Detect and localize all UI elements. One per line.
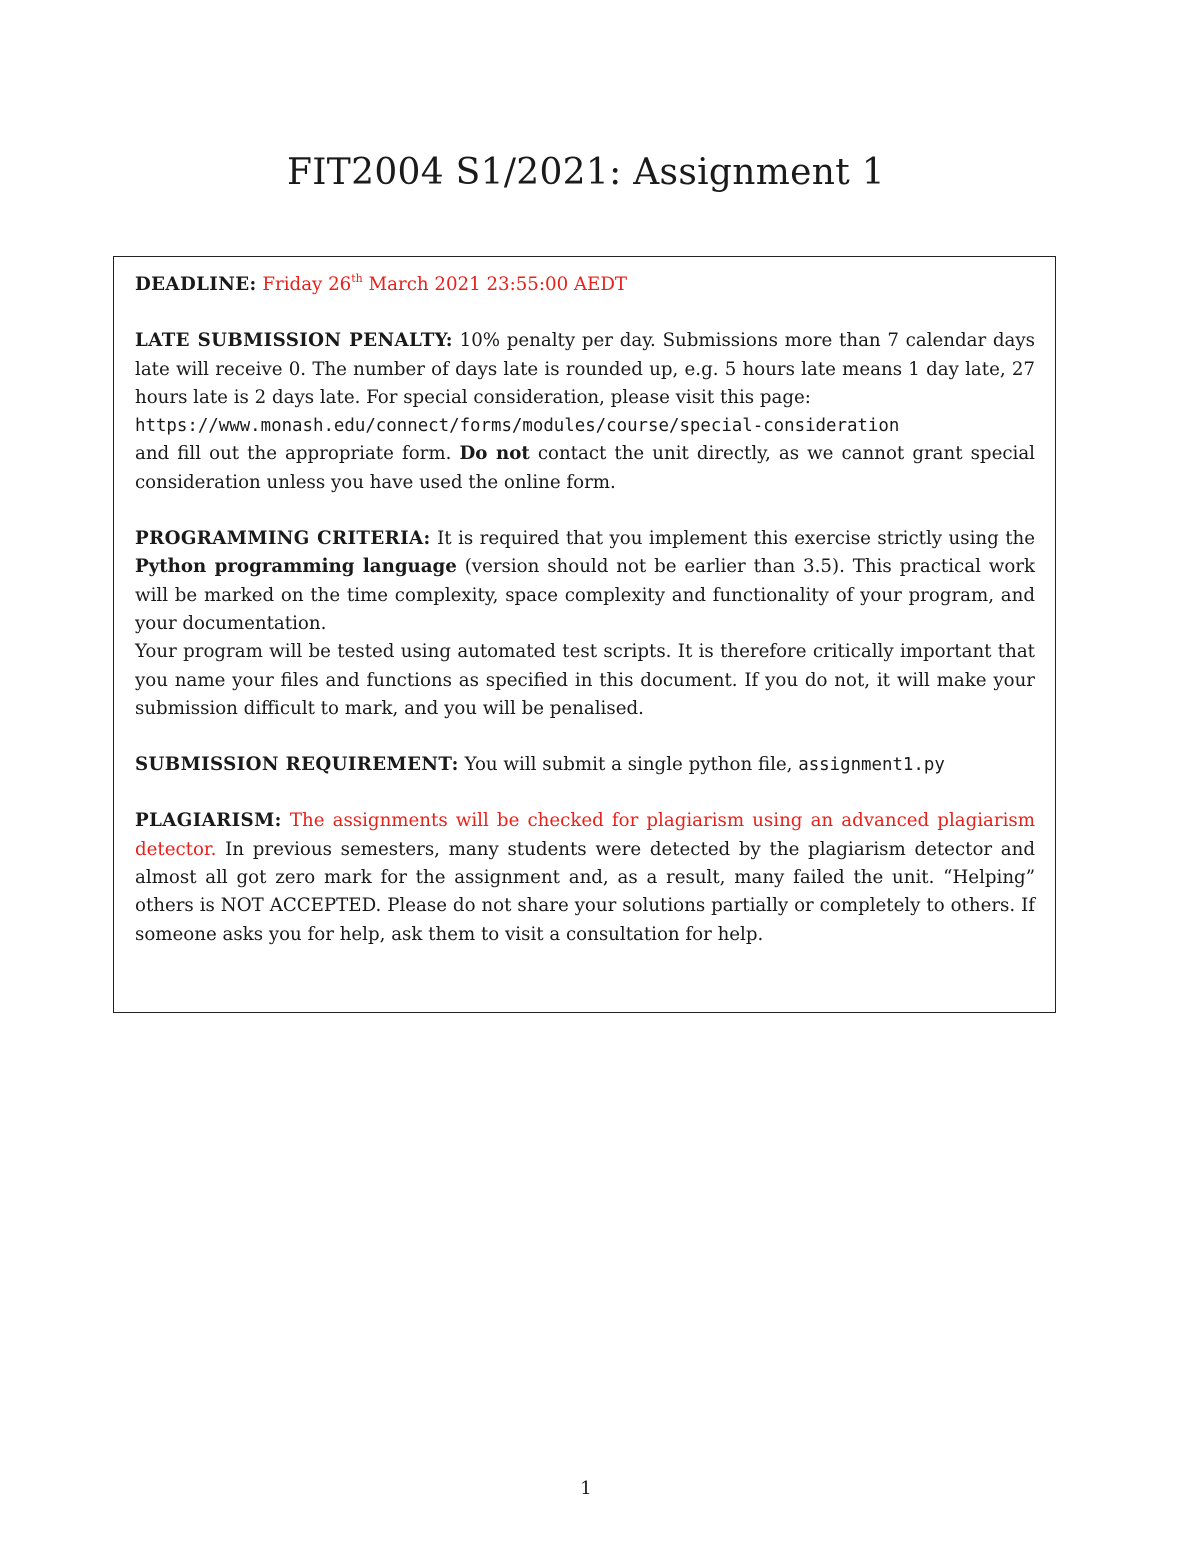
submission-filename: assignment1.py <box>798 755 945 776</box>
special-consideration-link[interactable]: https://www.monash.edu/connect/forms/modules/course/special-consideration <box>135 416 900 437</box>
submission-requirement-paragraph <box>135 751 1035 779</box>
submission-requirement-label: SUBMISSION REQUIREMENT: <box>135 754 459 776</box>
do-not-emphasis: Do not <box>459 443 530 465</box>
deadline-day-suffix: th <box>351 272 363 285</box>
programming-criteria-label: PROGRAMMING CRITERIA: <box>135 528 431 550</box>
programming-criteria-paragraph <box>135 525 1035 638</box>
programming-criteria-text: It is required that you implement this exercise strictly using the <box>430 528 1035 550</box>
deadline-value <box>262 274 627 295</box>
plagiarism-paragraph <box>135 807 1035 948</box>
submission-requirement-text: You will submit a single python file, <box>458 754 799 776</box>
late-penalty-text-3: contact the unit directly, as we cannot grant special consideration unless you have used the online form. <box>135 443 1035 493</box>
plagiarism-label: PLAGIARISM: <box>135 810 282 832</box>
automated-testing-text: Your program will be tested using automated test scripts. It is therefore critically important that you name your files and functions as specified in this document. If you do not, it will make your submission difficult to mark, and you will be penalised. <box>135 641 1035 719</box>
deadline-paragraph <box>135 271 1035 299</box>
plagiarism-warning: The assignments will be checked for plagiarism using an advanced plagiarism detector. <box>135 810 1035 860</box>
document-title: FIT2004 S1/2021: Assignment 1 <box>287 152 885 193</box>
automated-testing-paragraph <box>135 638 1035 723</box>
plagiarism-text: In previous semesters, many students were detected by the plagiarism detector and almost all got zero mark for the assignment and, as a result, many failed the unit. “Helping” others is NOT ACCEPTED. Please do not share your solutions partially or completely to others. If someone asks you for help, ask them to visit a consultation for help. <box>135 838 1035 945</box>
late-penalty-text: 10% penalty per day. Submissions more than 7 calendar days late will receive 0. The number of days late is rounded up, e.g. 5 hours late means 1 day late, 27 hours late is 2 days late. For special consideration, please visit this page: <box>135 330 1035 408</box>
programming-criteria-text-2: (version should not be earlier than 3.5). This practical work will be marked on the time complexity, space complexity and functionality of your program, and your documentation. <box>135 556 1036 634</box>
late-penalty-paragraph <box>135 327 1035 497</box>
instructions-box <box>113 256 1056 1013</box>
deadline-label: DEADLINE: <box>135 274 257 295</box>
deadline-day: Friday 26 <box>262 274 352 295</box>
python-emphasis: Python programming language <box>135 556 457 578</box>
late-penalty-label: LATE SUBMISSION PENALTY: <box>135 330 453 352</box>
page-number: 1 <box>580 1478 592 1499</box>
late-penalty-text-2: and fill out the appropriate form. <box>135 443 460 465</box>
deadline-date-time: March 2021 23:55:00 AEDT <box>362 274 628 295</box>
